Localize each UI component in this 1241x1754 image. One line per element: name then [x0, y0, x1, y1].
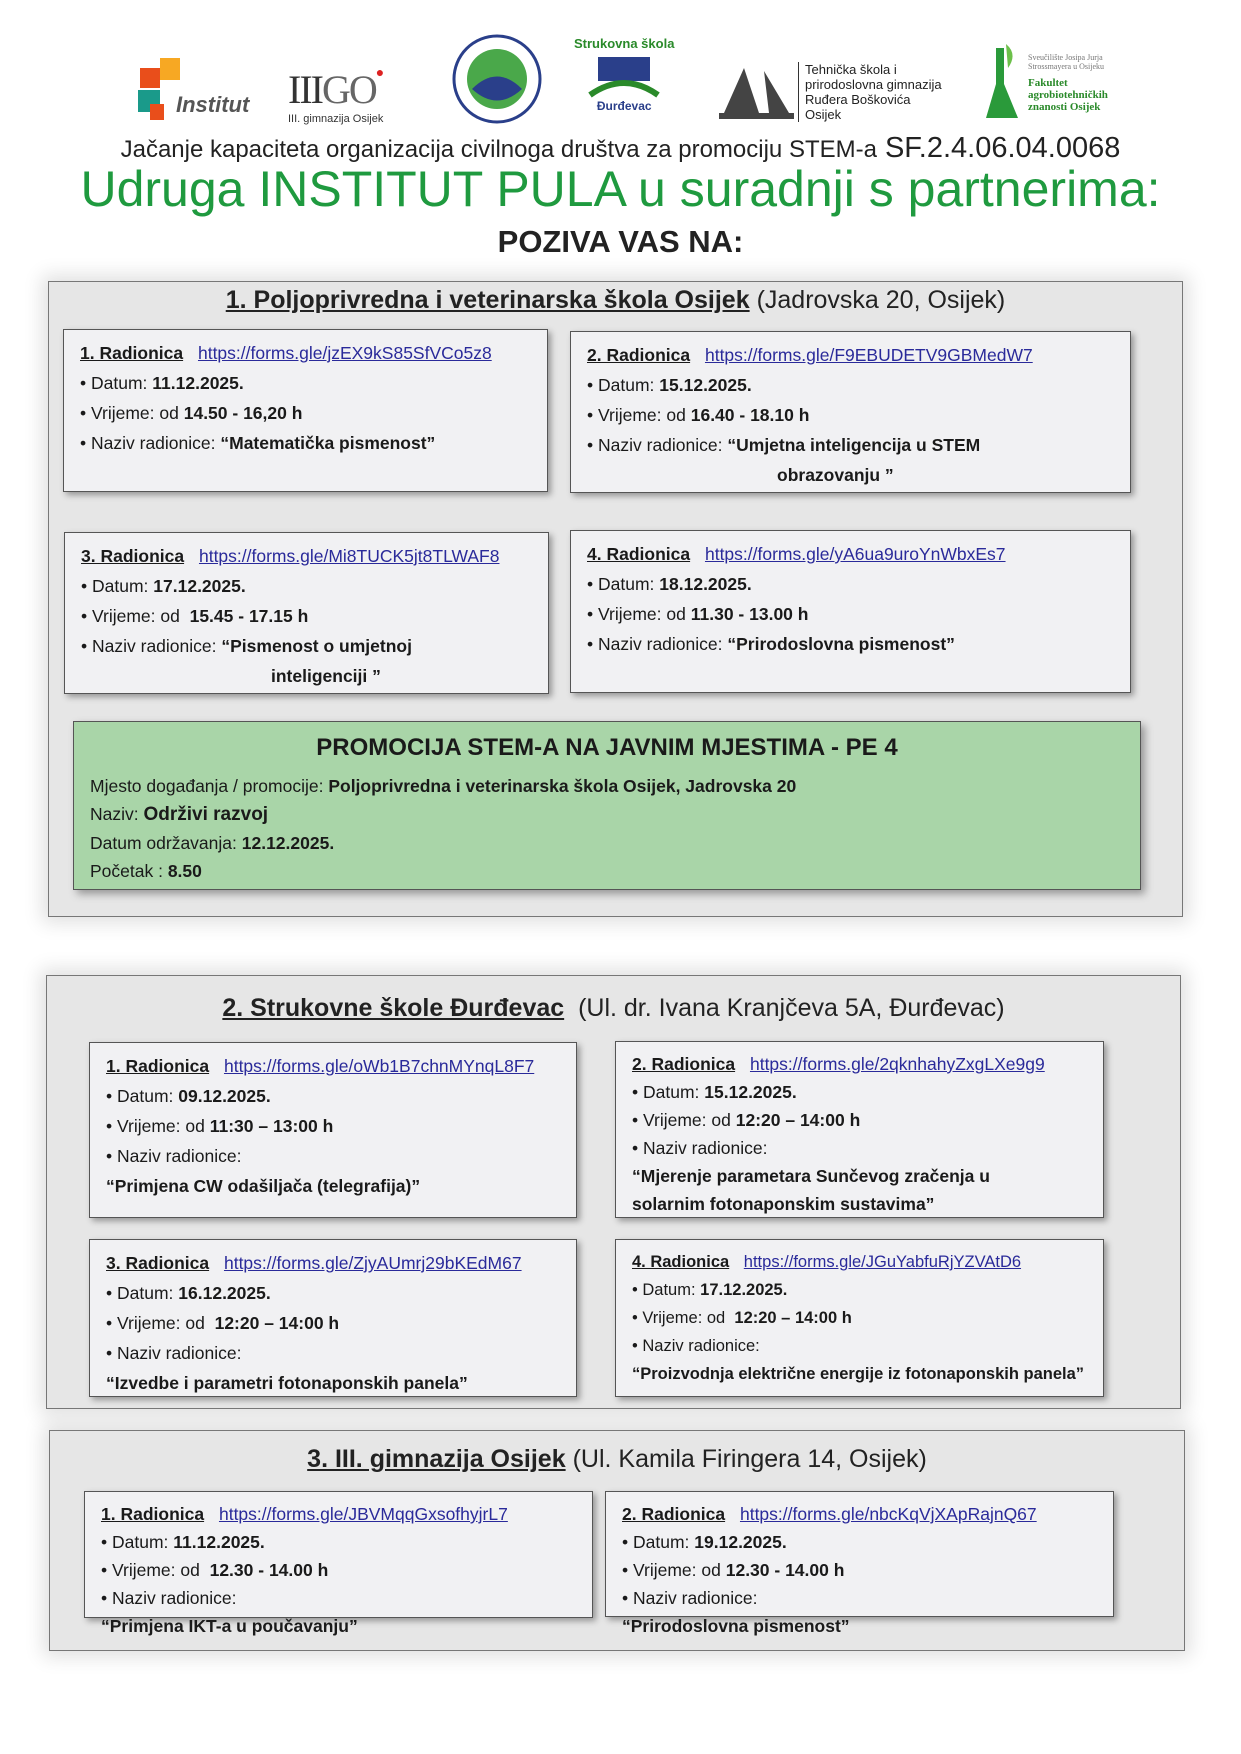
promo-label: Početak :: [90, 861, 168, 881]
promo-label: Naziv:: [90, 804, 144, 824]
workshop-title: [81, 631, 532, 661]
date-label: Datum:: [598, 375, 660, 395]
gimnazija-logo: IIIGO● III. gimnazija Osijek: [288, 66, 384, 125]
time-label: Vrijeme: od: [643, 1110, 736, 1130]
workshop-title: [80, 428, 531, 458]
time-label: Vrijeme: od: [91, 403, 184, 423]
tehnicka-text: Osijek: [805, 107, 842, 122]
fakultet-text: Fakultet: [1028, 77, 1068, 89]
workshop-label: 3. Radionica: [106, 1253, 210, 1273]
time-value: 16.40 - 18.10 h: [690, 405, 810, 425]
workshop-title-label: [106, 1338, 560, 1368]
title-value: “Pismenost o umjetnoj: [221, 636, 412, 656]
date-value: 11.12.2025.: [152, 373, 244, 393]
title-label: Naziv radionice:: [117, 1343, 242, 1363]
time-label: Vrijeme: od: [598, 604, 691, 624]
workshop-label: 4. Radionica: [632, 1253, 730, 1271]
date-value: 09.12.2025.: [178, 1086, 271, 1106]
workshop-time: [106, 1308, 560, 1338]
title-label: Naziv radionice:: [598, 634, 728, 654]
title-value: “Primjena CW odašiljača (telegrafija)”: [106, 1176, 421, 1196]
title-value: “Prirodoslovna pismenost”: [622, 1616, 850, 1636]
workshop-title: [632, 1360, 1087, 1388]
workshop-time: [101, 1556, 576, 1584]
section-address: (Jadrovska 20, Osijek): [756, 286, 1006, 314]
workshop-time: [632, 1304, 1087, 1332]
time-label: Vrijeme: od: [642, 1309, 730, 1327]
workshop-card: [89, 1042, 577, 1218]
fakultet-text: znanosti Osijek: [1028, 101, 1101, 113]
time-value: 15.45 - 17.15 h: [184, 606, 309, 626]
title-value: “Umjetna inteligencija u STEM: [727, 435, 981, 455]
tehnicka-logo: [714, 62, 942, 122]
project-code: SF.2.4.06.04.0068: [884, 132, 1121, 164]
workshop-time: [587, 400, 1114, 430]
workshop-label: 1. Radionica: [80, 343, 184, 363]
date-value: 15.12.2025.: [704, 1082, 797, 1102]
workshop-title: [101, 1612, 576, 1640]
time-label: Vrijeme: od: [92, 606, 185, 626]
date-label: Datum:: [92, 576, 154, 596]
section-name: 3. III. gimnazija Osijek: [307, 1445, 566, 1473]
registration-link[interactable]: https://forms.gle/ZjyAUmrj29bKEdM67: [223, 1253, 522, 1273]
workshop-label: 2. Radionica: [632, 1054, 736, 1074]
workshop-title: [632, 1162, 1087, 1190]
time-value: 14.50 - 16,20 h: [183, 403, 303, 423]
title-value: “Mjerenje parametara Sunčevog zračenja u: [632, 1166, 990, 1186]
workshop-date: [632, 1078, 1087, 1106]
flask-icon: [982, 44, 1022, 122]
workshop-time: [622, 1556, 1097, 1584]
workshop-time: [587, 599, 1114, 629]
registration-link[interactable]: https://forms.gle/F9EBUDETV9GBMedW7: [704, 345, 1033, 365]
title-label: Naziv radionice:: [117, 1146, 242, 1166]
time-value: 12:20 – 14:00 h: [735, 1110, 861, 1130]
workshop-title: [106, 1368, 560, 1398]
workshop-title-label: [632, 1134, 1087, 1162]
title-value: “Proizvodnja električne energije iz fotonaponskih panela”: [632, 1365, 1085, 1383]
time-label: Vrijeme: od: [117, 1313, 210, 1333]
gimnazija-logo-text: III. gimnazija Osijek: [288, 113, 384, 125]
date-value: 17.12.2025.: [153, 576, 246, 596]
workshop-label: 1. Radionica: [106, 1056, 210, 1076]
date-label: Datum:: [112, 1532, 174, 1552]
registration-link[interactable]: https://forms.gle/JBVMqqGxsofhyjrL7: [218, 1504, 508, 1524]
workshop-date: [622, 1528, 1097, 1556]
section-title: [49, 286, 1182, 315]
poljoprivredna-logo: [452, 34, 542, 124]
strukovna-arc-text: Strukovna škola: [574, 36, 675, 51]
promo-box: [73, 721, 1141, 890]
workshop-date: [632, 1276, 1087, 1304]
workshop-label: 2. Radionica: [587, 345, 691, 365]
strukovna-city-text: Đurđevac: [596, 99, 652, 113]
time-value: 11:30 – 13:00 h: [209, 1116, 334, 1136]
workshop-label: 2. Radionica: [622, 1504, 726, 1524]
time-label: Vrijeme: od: [117, 1116, 210, 1136]
time-value: 12.30 - 14.00 h: [204, 1560, 329, 1580]
registration-link[interactable]: https://forms.gle/2qknhahyZxgLXe9g9: [749, 1054, 1045, 1074]
workshop-time: [80, 398, 531, 428]
date-value: 15.12.2025.: [659, 375, 752, 395]
workshop-card: [615, 1239, 1104, 1397]
date-value: 11.12.2025.: [173, 1532, 265, 1552]
workshop-date: [101, 1528, 576, 1556]
title-label: Naziv radionice:: [643, 1138, 768, 1158]
section-name: 2. Strukovne škole Đurđevac: [222, 994, 565, 1022]
date-label: Datum:: [633, 1532, 695, 1552]
workshop-card: [615, 1041, 1104, 1218]
workshop-date: [81, 571, 532, 601]
title-label: Naziv radionice:: [112, 1588, 237, 1608]
title-value-cont: inteligenciji ”: [271, 666, 381, 686]
date-label: Datum:: [117, 1086, 179, 1106]
promo-location: Poljoprivredna i veterinarska škola Osijek, Jadrovska 20: [328, 776, 797, 796]
workshop-title-label: [106, 1141, 560, 1171]
workshop-date: [587, 569, 1114, 599]
workshop-card: [64, 532, 549, 694]
workshop-date: [80, 368, 531, 398]
workshop-label: 1. Radionica: [101, 1504, 205, 1524]
workshop-title: [587, 629, 1114, 659]
tehnicka-text: prirodoslovna gimnazija: [805, 77, 942, 92]
time-label: Vrijeme: od: [598, 405, 691, 425]
workshop-date: [106, 1278, 560, 1308]
title-value: “Prirodoslovna pismenost”: [727, 634, 955, 654]
date-value: 17.12.2025.: [700, 1281, 788, 1299]
date-value: 19.12.2025.: [694, 1532, 787, 1552]
promo-label: Datum održavanja:: [90, 833, 242, 853]
section-title: [47, 994, 1180, 1023]
fakultet-small-text: Strossmayera u Osijeku: [1028, 62, 1104, 71]
workshop-time: [81, 601, 532, 631]
time-value: 11.30 - 13.00 h: [690, 604, 809, 624]
section-address: (Ul. dr. Ivana Kranjčeva 5A, Đurđevac): [578, 994, 1005, 1022]
time-label: Vrijeme: od: [112, 1560, 205, 1580]
invite-heading: POZIVA VAS NA:: [497, 224, 744, 259]
section-title: [50, 1445, 1184, 1474]
tehnicka-text: Tehnička škola i: [805, 62, 897, 77]
tehnicka-text: Ruđera Boškovića: [805, 92, 911, 107]
promo-date: 12.12.2025.: [241, 833, 335, 853]
page-title: Udruga INSTITUT PULA u suradnji s partnerima:: [80, 161, 1161, 217]
title-label: Naziv radionice:: [92, 636, 222, 656]
workshop-card: [84, 1491, 593, 1636]
title-label: Naziv radionice:: [633, 1588, 758, 1608]
title-value: “Matematička pismenost”: [220, 433, 436, 453]
promo-start: 8.50: [167, 861, 202, 881]
workshop-card: [605, 1491, 1114, 1636]
date-value: 18.12.2025.: [659, 574, 752, 594]
title-value-cont: solarnim fotonaponskim sustavima”: [632, 1194, 935, 1214]
workshop-time: [632, 1106, 1087, 1134]
time-value: 12:20 – 14:00 h: [209, 1313, 340, 1333]
title-value: “Izvedbe i parametri fotonaponskih panela”: [106, 1373, 468, 1393]
date-value: 16.12.2025.: [178, 1283, 271, 1303]
fakultet-logo: [982, 44, 1108, 122]
promo-label: Mjesto događanja / promocije:: [90, 776, 329, 796]
workshop-title: [587, 430, 1114, 460]
registration-link[interactable]: https://forms.gle/nbcKqVjXApRajnQ67: [739, 1504, 1037, 1524]
title-label: Naziv radionice:: [642, 1337, 760, 1355]
promo-name: Održivi razvoj: [143, 804, 269, 825]
section-name: 1. Poljoprivredna i veterinarska škola Osijek: [225, 286, 750, 314]
workshop-label: 4. Radionica: [587, 544, 691, 564]
workshop-card: [63, 329, 548, 492]
time-value: 12:20 – 14:00 h: [729, 1309, 852, 1327]
workshop-date: [106, 1081, 560, 1111]
workshop-title: [622, 1612, 1097, 1640]
section-address: (Ul. Kamila Firingera 14, Osijek): [572, 1445, 927, 1473]
title-value-cont: obrazovanju ”: [777, 465, 894, 485]
workshop-date: [587, 370, 1114, 400]
workshop-label: 3. Radionica: [81, 546, 185, 566]
registration-link[interactable]: https://forms.gle/JGuYabfuRjYZVAtD6: [743, 1253, 1022, 1271]
registration-link[interactable]: https://forms.gle/oWb1B7chnMYnqL8F7: [223, 1056, 535, 1076]
institut-logo: [136, 58, 249, 122]
subtitle-text: Jačanje kapaciteta organizacija civilnoga društva za promociju STEM-a: [120, 136, 877, 163]
title-label: Naziv radionice:: [598, 435, 728, 455]
workshop-time: [106, 1111, 560, 1141]
workshop-card: [570, 331, 1131, 493]
date-label: Datum:: [643, 1082, 705, 1102]
workshop-title: [106, 1171, 560, 1201]
time-value: 12.30 - 14.00 h: [725, 1560, 845, 1580]
workshop-card: [570, 530, 1131, 693]
promo-title: PROMOCIJA STEM-A NA JAVNIM MJESTIMA - PE 4: [316, 734, 898, 761]
institut-logo-text: Institut: [176, 92, 250, 117]
registration-link[interactable]: https://forms.gle/yA6ua9uroYnWbxEs7: [704, 544, 1006, 564]
workshop-card: [89, 1239, 577, 1397]
workshop-title-label: [622, 1584, 1097, 1612]
fakultet-text: agrobiotehničkih: [1028, 89, 1108, 101]
strukovna-logo: [574, 36, 674, 113]
registration-link[interactable]: https://forms.gle/Mi8TUCK5jt8TLWAF8: [198, 546, 500, 566]
title-value: “Primjena IKT-a u poučavanju”: [101, 1616, 358, 1636]
workshop-title-label: [101, 1584, 576, 1612]
workshop-title-label: [632, 1332, 1087, 1360]
registration-link[interactable]: https://forms.gle/jzEX9kS85SfVCo5z8: [197, 343, 492, 363]
fakultet-small-text: Sveučilište Josipa Jurja: [1028, 53, 1103, 62]
date-label: Datum:: [598, 574, 660, 594]
title-label: Naziv radionice:: [91, 433, 221, 453]
date-label: Datum:: [91, 373, 153, 393]
time-label: Vrijeme: od: [633, 1560, 726, 1580]
date-label: Datum:: [117, 1283, 179, 1303]
date-label: Datum:: [642, 1281, 701, 1299]
